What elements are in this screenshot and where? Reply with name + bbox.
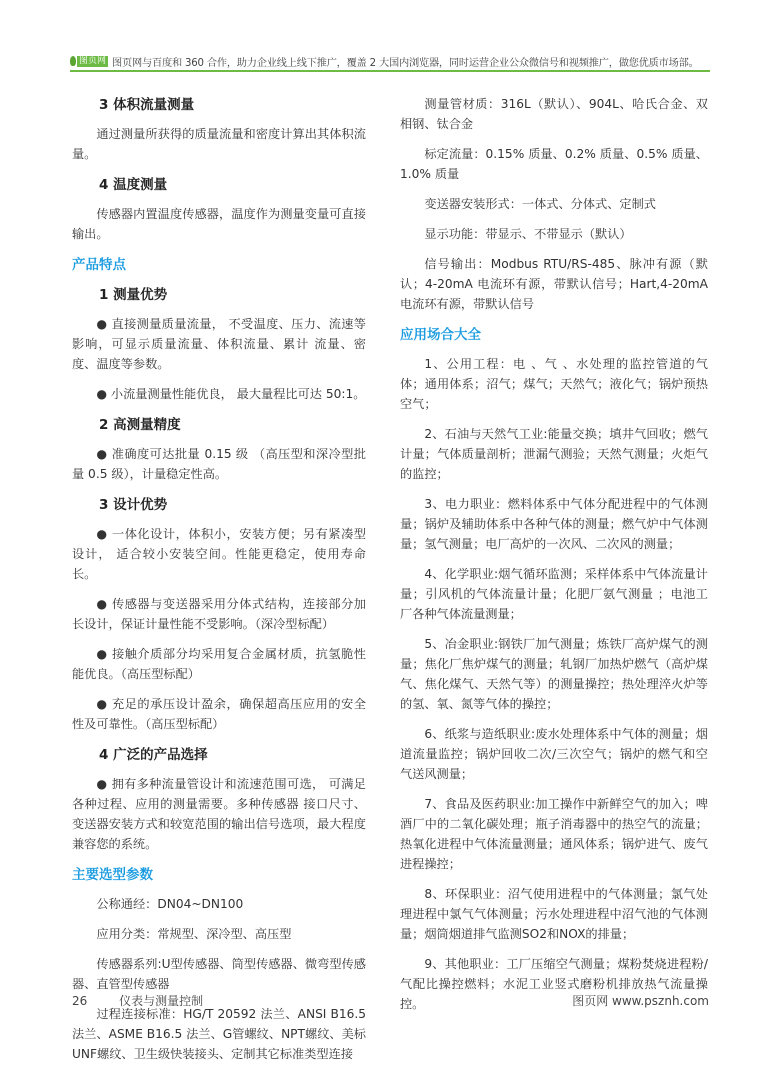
paragraph: 测量管材质：316L（默认）、904L、哈氏合金、双相钢、钛合金 [400,97,708,131]
header-slogan: 图页网与百度和 360 合作，助力企业线上线下推广，覆盖 2 大国内浏览器，同时运营企业公众微信号和视频推广，做您优质市场部。 [112,57,699,69]
page-number: 26 [72,994,88,1008]
paragraph: ● 充足的承压设计盈余，确保超高压应用的安全性及可靠性。（高压型标配） [72,697,366,731]
subsection-heading: 4 广泛的产品选择 [99,747,208,763]
paragraph: 传感器系列:U型传感器、筒型传感器、微弯型传感器、直管型传感器 [72,957,366,991]
paragraph: 6、纸浆与造纸职业:废水处理体系中气体的测量；烟道流量监控；锅炉回收二次/三次空气；锅炉的燃气和空气送风测量； [400,727,708,781]
paragraph: 9、其他职业：工厂压缩空气测量；煤粉焚烧进程粉/气配比操控燃料；水泥工业竖式磨粉机排放热气流量操控。 [400,957,708,1011]
section-heading: 产品特点 [72,257,126,273]
paragraph: 传感器内置温度传感器，温度作为测量变量可直接输出。 [72,207,366,241]
site-logo [70,56,108,67]
section-heading: 主要选型参数 [72,867,153,883]
paragraph: 公称通经：DN04~DN100 [96,897,244,911]
paragraph: 通过测量所获得的质量流量和密度计算出其体积流量。 [72,127,366,161]
section-title: 仪表与测量控制 [119,994,204,1008]
paragraph: ● 接触介质部分均采用复合金属材质，抗氢脆性能优良。（高压型标配） [72,647,366,681]
paragraph: 信号输出：Modbus RTU/RS-485、脉冲有源（默认；4-20mA 电流环有源，带默认信号；Hart,4-20mA 电流环有源，带默认信号 [400,257,708,311]
paragraph: 变送器安装形式：一体式、分体式、定制式 [424,197,656,211]
subsection-heading: 3 设计优势 [99,497,168,513]
logo-text: 图页网 [79,55,107,66]
paragraph: 8、环保职业：沼气使用进程中的气体测量；氯气处理进程中氯气气体测量；污水处理进程中沼气池的气体测量；烟筒烟道排气监测SO2和NOX的排量； [400,887,708,941]
paragraph: 应用分类：常规型、深冷型、高压型 [96,927,292,941]
subsection-heading: 1 测量优势 [99,287,168,303]
paragraph: 5、冶金职业:钢铁厂加气测量；炼铁厂高炉煤气的测量；焦化厂焦炉煤气的测量；轧钢厂加热炉燃气（高炉煤气、焦化煤气、天然气等）的测量操控；热处理淬火炉等的氢、氧、氮等气体的操控； [400,637,708,711]
subsection-heading: 3 体积流量测量 [99,97,195,113]
footer-site: 图页网 www.psznh.com [572,994,709,1008]
subsection-heading: 4 温度测量 [99,177,168,193]
paragraph: ● 一体化设计，体积小，安装方便；另有紧凑型设计， 适合较小安装空间。性能更稳定，使用寿命长。 [72,527,366,581]
paragraph: 1、公用工程：电 、气 、水处理的监控管道的气体；通用体系；沼气；煤气；天然气；液化气；锅炉预热空气； [400,357,708,411]
leaf-icon [70,56,76,66]
paragraph: ● 准确度可达批量 0.15 级 （高压型和深冷型批量 0.5 级），计量稳定性高。 [72,447,366,481]
paragraph: 标定流量：0.15% 质量、0.2% 质量、0.5% 质量、1.0% 质量 [400,147,708,181]
paragraph: 3、电力职业：燃料体系中气体分配进程中的气体测量；锅炉及辅助体系中各种气体的测量；燃气炉中气体测量；氢气测量；电厂高炉的一次风、二次风的测量； [400,497,708,551]
left-column [72,94,366,1074]
paragraph: 2、石油与天然气工业:能量交换；填井气回收；燃气计量；气体质量剖析；泄漏气测验；天然气测量；火炬气的监控； [400,427,708,481]
header-bar [70,52,710,72]
paragraph: 过程连接标准：HG/T 20592 法兰、ANSI B16.5 法兰、ASME B16.5 法兰、G管螺纹、NPT螺纹、美标UNF螺纹、卫生级快装接头、定制其它标准类型连接 [72,1007,366,1061]
subsection-heading: 2 高测量精度 [99,417,181,433]
paragraph: 7、食品及医药职业:加工操作中新鲜空气的加入；啤酒厂中的二氧化碳处理；瓶子消毒器中的热空气的流量；热氧化进程中气体流量测量；通风体系；锅炉进气、废气进程操控； [400,797,708,871]
footer-left [72,992,203,1009]
paragraph: ● 拥有多种流量管设计和流速范围可选， 可满足各种过程、应用的测量需要。多种传感器 接口尺寸、变送器安装方式和较宽范围的输出信号选项，最大程度兼容您的系统。 [72,777,366,851]
paragraph: 显示功能：带显示、不带显示（默认） [424,227,632,241]
paragraph: 4、化学职业:烟气循环监测；采样体系中气体流量计量；引风机的气体流量计量；化肥厂氨气测量 ；电池工厂各种气体流量测量； [400,567,708,621]
section-heading: 应用场合大全 [400,327,481,343]
right-column [400,94,708,1024]
paragraph: ● 小流量测量性能优良， 最大量程比可达 50:1。 [96,387,366,401]
paragraph: ● 传感器与变送器采用分体式结构，连接部分加长设计，保证计量性能不受影响。（深冷型标配） [72,597,366,631]
paragraph: ● 直接测量质量流量， 不受温度、压力、流速等影响，可显示质量流量、体积流量、累计 流量、密度、温度等参数。 [72,317,366,371]
